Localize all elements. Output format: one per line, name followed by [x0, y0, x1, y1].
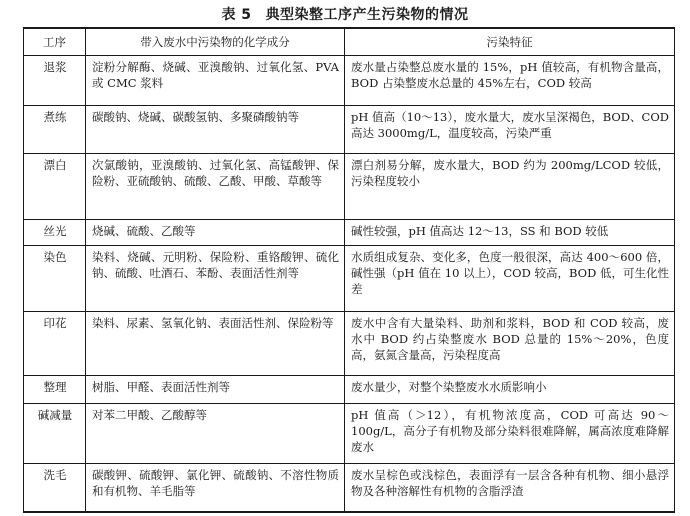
- process-cell: 整理: [24, 376, 86, 404]
- process-cell: 印花: [24, 312, 86, 376]
- table-row: [24, 56, 675, 106]
- process-cell: 退浆: [24, 56, 86, 106]
- process-cell: 洗毛: [24, 464, 86, 512]
- chemicals-cell: 对苯二甲酸、乙酸醇等: [86, 404, 345, 464]
- process-cell: 碱减量: [24, 404, 86, 464]
- features-cell: 废水呈棕色或浅棕色，表面浮有一层含各种有机物、细小悬浮物及各种溶解性有机物的含脂浮渣: [345, 464, 675, 512]
- process-cell: 染色: [24, 246, 86, 312]
- table-row: [24, 376, 675, 404]
- table-title: 典型染整工序产生污染物的情况: [265, 7, 469, 23]
- chemicals-cell: 染料、烧碱、元明粉、保险粉、重铬酸钾、硫化钠、硫酸、吐酒石、苯酚、表面活性剂等: [86, 246, 345, 312]
- table-number: 表 5: [221, 7, 252, 23]
- process-cell: 漂白: [24, 154, 86, 220]
- process-cell: 煮练: [24, 106, 86, 154]
- header-chemicals: 带入废水中污染物的化学成分: [86, 28, 345, 56]
- features-cell: 漂白剂易分解，废水量大，BOD 约为 200mg/LCOD 较低，污染程度较小: [345, 154, 675, 220]
- chemicals-cell: 树脂、甲醛、表面活性剂等: [86, 376, 345, 404]
- features-cell: 水质组成复杂、变化多，色度一般很深，高达 400～600 倍，碱性强（pH 值在 10 以上），COD 较高，BOD 低，可生化性差: [345, 246, 675, 312]
- process-cell: 丝光: [24, 220, 86, 246]
- table-row: [24, 246, 675, 312]
- features-cell: pH 值高（10～13），废水量大，废水呈深褐色，BOD、COD 高达 3000mg/L，温度较高，污染严重: [345, 106, 675, 154]
- features-cell: 碱性较强，pH 值高达 12～13，SS 和 BOD 较低: [345, 220, 675, 246]
- features-cell: 废水量占染整总废水量的 15%，pH 值较高，有机物含量高，BOD 占染整废水总量的 45%左右，COD 较高: [345, 56, 675, 106]
- chemicals-cell: 碳酸钾、硫酸钾、氯化钾、硫酸钠、不溶性物质和有机物、羊毛脂等: [86, 464, 345, 512]
- chemicals-cell: 淀粉分解酶、烧碱、亚溴酸钠、过氧化氢、PVA 或 CMC 浆料: [86, 56, 345, 106]
- features-cell: 废水量少，对整个染整废水水质影响小: [345, 376, 675, 404]
- table-row: [24, 220, 675, 246]
- features-cell: pH 值高（＞12），有机物浓度高，COD 可高达 90～100g/L，高分子有机物及部分染料很难降解，属高浓度难降解废水: [345, 404, 675, 464]
- header-features: 污染特征: [345, 28, 675, 56]
- table-caption: [0, 4, 690, 24]
- chemicals-cell: 碳酸钠、烧碱、碳酸氢钠、多聚磷酸钠等: [86, 106, 345, 154]
- table-row: [24, 154, 675, 220]
- features-cell: 废水中含有大量染料、助剂和浆料，BOD 和 COD 较高，废水中 BOD 约占染整废水 BOD 总量的 15%～20%，色度高，氨氮含量高，污染程度高: [345, 312, 675, 376]
- table-row: [24, 312, 675, 376]
- chemicals-cell: 染料、尿素、氢氧化钠、表面活性剂、保险粉等: [86, 312, 345, 376]
- table-row: [24, 464, 675, 512]
- chemicals-cell: 次氯酸钠，亚溴酸钠、过氧化氢、高锰酸钾、保险粉、亚硫酸钠、硫酸、乙酸、甲酸、草酸等: [86, 154, 345, 220]
- header-row: [24, 28, 675, 56]
- header-process: 工序: [24, 28, 86, 56]
- chemicals-cell: 烧碱、硫酸、乙酸等: [86, 220, 345, 246]
- table-row: [24, 106, 675, 154]
- table-row: [24, 404, 675, 464]
- pollution-table: [23, 27, 675, 513]
